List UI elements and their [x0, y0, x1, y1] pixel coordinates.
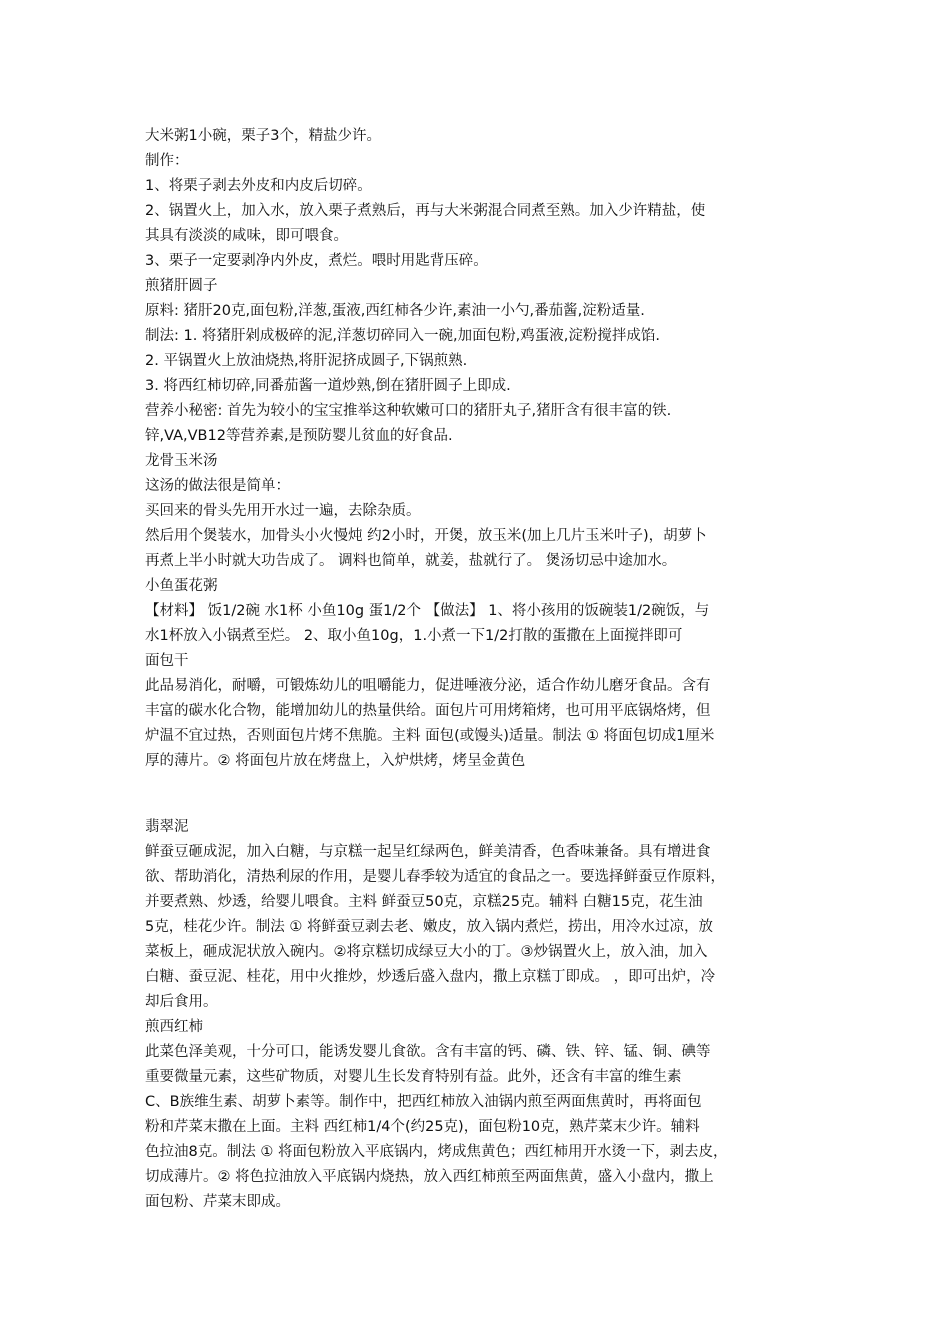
- text-line: 制法: 1. 将猪肝剁成极碎的泥,洋葱切碎同入一碗,加面包粉,鸡蛋液,淀粉搅拌成馅.: [145, 328, 660, 344]
- text-line: 面包粉、芹菜末即成。: [145, 1194, 290, 1210]
- text-line: 2. 平锅置火上放油烧热,将肝泥挤成圆子,下锅煎熟.: [145, 353, 468, 369]
- text-line: 煎西红柿: [145, 1019, 203, 1035]
- text-line: 水1杯放入小锅煮至烂。 2、取小鱼10g，1.小煮一下1/2打散的蛋撒在上面搅拌即可: [145, 628, 683, 644]
- document-body: [145, 124, 825, 1215]
- text-line: 白糖、蚕豆泥、桂花，用中火推炒，炒透后盛入盘内，撒上京糕丁即成。 ，即可出炉，冷: [145, 969, 716, 985]
- section-gap: [145, 774, 825, 815]
- text-line: 然后用个煲装水，加骨头小火慢炖 约2小时，开煲，放玉米(加上几片玉米叶子)，胡萝卜: [145, 528, 707, 544]
- text-line: 锌,VA,VB12等营养素,是预防婴儿贫血的好食品.: [145, 428, 453, 444]
- text-line: 其具有淡淡的咸味，即可喂食。: [145, 228, 348, 244]
- text-line: 面包干: [145, 653, 189, 669]
- text-line: 原料: 猪肝20克,面包粉,洋葱,蛋液,西红柿各少许,素油一小勺,番茄酱,淀粉适量.: [145, 303, 645, 319]
- text-line: 此品易消化，耐嚼，可锻炼幼儿的咀嚼能力，促进唾液分泌，适合作幼儿磨牙食品。含有: [145, 678, 711, 694]
- text-line: 营养小秘密: 首先为较小的宝宝推举这种软嫩可口的猪肝丸子,猪肝含有很丰富的铁.: [145, 403, 672, 419]
- text-line: 再煮上半小时就大功告成了。 调料也简单，就姜，盐就行了。 煲汤切忌中途加水。: [145, 553, 677, 569]
- text-line: 炉温不宜过热，否则面包片烤不焦脆。主料 面包(或馒头)适量。制法 ① 将面包切成1厘米: [145, 728, 715, 744]
- text-line: 翡翠泥: [145, 819, 189, 835]
- text-line: 并要煮熟、炒透，给婴儿喂食。主料 鲜蚕豆50克，京糕25克。辅料 白糖15克，花生油: [145, 894, 703, 910]
- text-line: 重要微量元素，这些矿物质，对婴儿生长发育特别有益。此外，还含有丰富的维生素: [145, 1069, 682, 1085]
- text-line: 小鱼蛋花粥: [145, 578, 218, 594]
- text-line: 1、将栗子剥去外皮和内皮后切碎。: [145, 178, 372, 194]
- text-line: 大米粥1小碗，栗子3个，精盐少许。: [145, 128, 381, 144]
- text-line: 龙骨玉米汤: [145, 453, 218, 469]
- text-section-2: [145, 815, 825, 1215]
- text-line: 5克，桂花少许。制法 ① 将鲜蚕豆剥去老、嫩皮，放入锅内煮烂，捞出，用冷水过凉，放: [145, 919, 713, 935]
- text-line: 却后食用。: [145, 994, 218, 1010]
- text-line: 煎猪肝圆子: [145, 278, 218, 294]
- text-line: 欲、帮助消化，清热利尿的作用，是婴儿春季较为适宜的食品之一。要选择鲜蚕豆作原料，: [145, 869, 725, 885]
- text-line: 此菜色泽美观，十分可口，能诱发婴儿食欲。含有丰富的钙、磷、铁、锌、锰、铜、碘等: [145, 1044, 711, 1060]
- text-line: 色拉油8克。制法 ① 将面包粉放入平底锅内，烤成焦黄色；西红柿用开水烫一下，剥去皮，: [145, 1144, 728, 1160]
- text-line: 买回来的骨头先用开水过一遍，去除杂质。: [145, 503, 421, 519]
- text-line: 3、栗子一定要剥净内外皮，煮烂。喂时用匙背压碎。: [145, 253, 488, 269]
- text-line: 菜板上，砸成泥状放入碗内。②将京糕切成绿豆大小的丁。③炒锅置火上，放入油，加入: [145, 944, 708, 960]
- text-line: 制作：: [145, 153, 189, 169]
- text-line: 厚的薄片。② 将面包片放在烤盘上，入炉烘烤，烤呈金黄色: [145, 753, 526, 769]
- text-line: 粉和芹菜末撒在上面。主料 西红柿1/4个(约25克)，面包粉10克，熟芹菜末少许。辅料: [145, 1119, 700, 1135]
- text-section-1: [145, 124, 825, 774]
- text-line: 鲜蚕豆砸成泥，加入白糖，与京糕一起呈红绿两色，鲜美清香，色香味兼备。具有增进食: [145, 844, 711, 860]
- text-line: 2、锅置火上，加入水，放入栗子煮熟后，再与大米粥混合同煮至熟。加入少许精盐，使: [145, 203, 706, 219]
- text-line: 【材料】 饭1/2碗 水1杯 小鱼10g 蛋1/2个 【做法】 1、将小孩用的饭碗装1/2碗饭，与: [145, 603, 710, 619]
- text-line: C、B族维生素、胡萝卜素等。制作中，把西红柿放入油锅内煎至两面焦黄时，再将面包: [145, 1094, 702, 1110]
- text-line: 丰富的碳水化合物，能增加幼儿的热量供给。面包片可用烤箱烤，也可用平底锅烙烤，但: [145, 703, 711, 719]
- text-line: 这汤的做法很是简单：: [145, 478, 290, 494]
- text-line: 3. 将西红柿切碎,同番茄酱一道炒熟,倒在猪肝圆子上即成.: [145, 378, 511, 394]
- text-line: 切成薄片。② 将色拉油放入平底锅内烧热，放入西红柿煎至两面焦黄，盛入小盘内，撒上: [145, 1169, 714, 1185]
